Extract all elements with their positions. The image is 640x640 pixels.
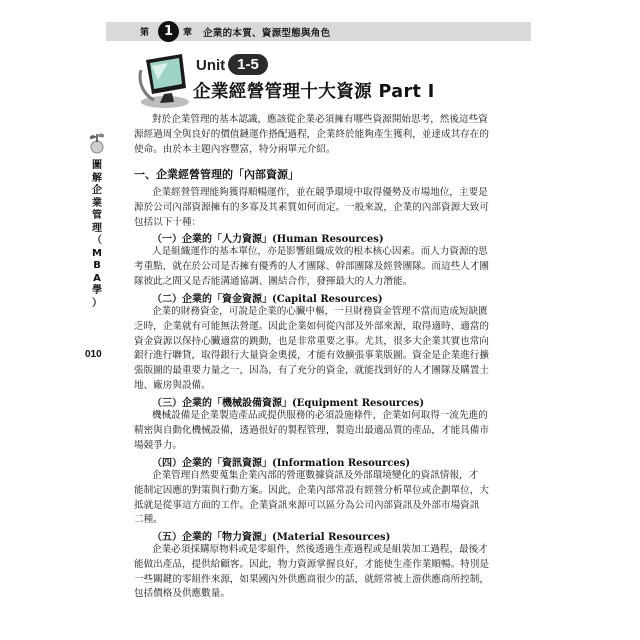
chapter-suffix: 章 bbox=[183, 28, 193, 38]
paragraph-line: 企業的財務資金，可說是企業的心臟中樞，一旦財務資金管理不當而造成短缺匱 bbox=[152, 306, 488, 317]
intro-line: 使命。由於本主題內容豐富，特分兩單元介紹。 bbox=[134, 143, 336, 155]
overview-line: 企業經營管理能夠獲得順暢運作，並在競爭環境中取得優勢及市場地位，主要是 bbox=[152, 187, 488, 198]
chapter-prefix: 第 bbox=[140, 28, 150, 38]
subsection-paragraph bbox=[134, 469, 506, 528]
paragraph-line: 包括價格及供應數量。 bbox=[134, 588, 230, 600]
subsection-heading: （二）企業的「資金資源」(Capital Resources) bbox=[152, 294, 383, 305]
paragraph-line: 一些關鍵的零組件來源，如果國內外供應商很少的話，就經常被上游供應商所控制， bbox=[134, 573, 489, 585]
subsection-heading: （三）企業的「機械設備資源」(Equipment Resources) bbox=[152, 398, 425, 409]
unit-label: Unit bbox=[196, 57, 226, 74]
chapter-number-badge: 1 bbox=[158, 21, 179, 42]
intro-paragraph bbox=[134, 113, 506, 157]
paragraph-line: 企業管理自然要蒐集企業內部的營運數據資訊及外部環境變化的資訊情報，才 bbox=[152, 470, 479, 481]
paragraph-line: 企業必須採購原物料或是零組件，然後透過生產過程或是組裝加工過程，最後才 bbox=[152, 544, 488, 555]
subsection-paragraph bbox=[134, 245, 506, 289]
subsection-heading: （一）企業的「人力資源」(Human Resources) bbox=[152, 234, 384, 245]
subsection-paragraph bbox=[134, 305, 506, 394]
unit-title: 企業經營管理十大資源 Part I bbox=[193, 82, 435, 102]
paragraph-line: 場競爭力。 bbox=[134, 439, 182, 451]
plant-icon bbox=[84, 130, 110, 156]
side-book-title: 圖 解 企 業 管 理 （ M B A 學 ） bbox=[92, 160, 102, 309]
paragraph-line: 抵就是從事這方面的工作。企業資訊來源可以區分為公司內部資訊及外部市場資訊 bbox=[134, 499, 480, 511]
section-heading: 一、企業經營管理的「內部資源」 bbox=[134, 168, 299, 181]
page-number: 010 bbox=[85, 349, 102, 360]
paragraph-line: 能做出產品，提供給顧客。因此，物力資源掌握良好，才能使生產作業順暢。特別是 bbox=[134, 558, 489, 570]
subsection-paragraph bbox=[134, 409, 506, 453]
paragraph-line: 銀行進行聯貸，取得銀行大量資金奧援，才能有效擴張事業版圖。資金是企業進行擴 bbox=[134, 350, 489, 362]
overview-line: 源於公司內部資源擁有的多寡及其素質如何而定。一般來說，企業的內部資源大致可 bbox=[134, 201, 489, 213]
overview-line: 包括以下十種： bbox=[134, 216, 202, 228]
intro-line: 源經過周全與良好的價值鏈運作搭配過程，企業終於能夠產生獲利，並達成其存在的 bbox=[134, 128, 489, 140]
subsection-paragraph bbox=[134, 543, 506, 602]
paragraph-line: 機械設備是企業製造產品或提供服務的必須設施條件，企業如何取得一流先進的 bbox=[152, 410, 488, 421]
unit-number-badge: 1-5 bbox=[228, 54, 268, 75]
subsection-heading: （四）企業的「資訊資源」(Information Resources) bbox=[152, 458, 411, 469]
paragraph-line: 資金資源以保持心臟適當的跳動，也是非常重要之事。尤其，很多大企業其實也常向 bbox=[134, 335, 489, 347]
paragraph-line: 精密與自動化機械設備，透過很好的製程管理，製造出最適品質的產品，才能具備市 bbox=[134, 424, 489, 436]
overview-paragraph bbox=[134, 186, 506, 230]
paragraph-line: 地、廠房與設備。 bbox=[134, 379, 211, 391]
subsection-heading: （五）企業的「物力資源」(Material Resources) bbox=[152, 532, 391, 543]
paragraph-line: 能制定因應的對策與行動方案。因此，企業內部常設有經營分析單位或企劃單位，大 bbox=[134, 484, 489, 496]
chapter-title: 企業的本質、資源型態與角色 bbox=[203, 28, 331, 39]
paragraph-line: 二種。 bbox=[134, 514, 163, 526]
paragraph-line: 乏時，企業就有可能無法營運。因此企業如何從內部及外部來源，取得適時、適當的 bbox=[134, 320, 489, 332]
intro-line: 對於企業管理的基本認識，應該從企業必須擁有哪些資源開始思考，然後這些資 bbox=[152, 114, 488, 125]
computer-monitor-icon bbox=[138, 50, 193, 110]
paragraph-line: 張版圖的最重要力量之一，因為，有了充分的資金，就能找到好的人才團隊及購置土 bbox=[134, 365, 489, 377]
paragraph-line: 考重點，就在於公司是否擁有優秀的人才團隊、幹部團隊及經營團隊。而這些人才團 bbox=[134, 260, 489, 272]
paragraph-line: 隊彼此之間又是否能溝通協調、團結合作，發揮最大的人力潛能。 bbox=[134, 275, 413, 287]
paragraph-line: 人是組織運作的基本單位，亦是影響組織成效的根本核心因素。而人力資源的思 bbox=[152, 246, 488, 257]
